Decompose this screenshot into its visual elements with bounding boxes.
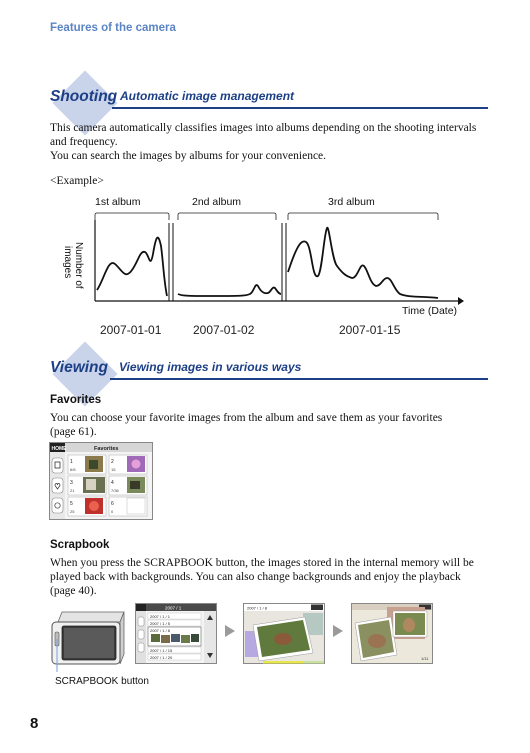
album-curve-2 [178, 285, 281, 296]
viewing-tag: Viewing [50, 359, 108, 376]
scrapbook-page-date: 2007 / 1 / 8 [247, 605, 268, 611]
favorites-line1: You can choose your favorite images from the album and save them as your favorites [50, 412, 443, 424]
favorites-heading: Favorites [50, 394, 102, 406]
scrapbook-date-list-screen [135, 603, 217, 664]
fav-slot-5-num: 5 [70, 501, 73, 507]
page-header: Features of the camera [50, 22, 176, 34]
favorites-screen-title: Favorites [94, 446, 119, 452]
shooting-para2: You can search the images by albums for your convenience. [50, 150, 327, 162]
page-number: 8 [30, 715, 39, 732]
camera-screen-glass [64, 628, 114, 658]
scrapbook-photo-animal [274, 633, 292, 645]
date-row-3-label: 2007 / 1 / 8 [150, 627, 171, 633]
album-label-2: 2nd album [192, 196, 242, 208]
fav-slot-4-count: 7/36 [111, 488, 119, 493]
favorites-screen [49, 442, 153, 520]
fav-slot-5-thumb-flower [89, 501, 99, 511]
album-curve-3 [288, 228, 438, 298]
album-label-1: 1st album [95, 196, 141, 208]
date-row-3-thumb-2 [161, 635, 170, 643]
album-curve-1 [97, 238, 167, 296]
date-list-side-button-3[interactable] [138, 643, 144, 652]
fav-slot-6-num: 6 [111, 501, 114, 507]
fav-slot-2-thumb-flower [132, 460, 141, 469]
fav-slot-2-num: 2 [111, 459, 114, 465]
album-bracket-3 [288, 213, 438, 220]
sidebar-rotate-button[interactable] [52, 498, 63, 513]
scrapbook-line1: When you press the SCRAPBOOK button, the images stored in the internal memory will be [50, 557, 474, 569]
shooting-para1-line2: and frequency. [50, 136, 118, 148]
date-2: 2007-01-02 [193, 323, 255, 337]
scrapbook-page-yellow-strip [263, 661, 303, 664]
sidebar-heart-button[interactable] [52, 478, 63, 493]
date-row-1-label: 2007 / 1 / 1 [150, 613, 171, 619]
arrow-right-icon-1 [222, 623, 238, 639]
camera-side [120, 612, 124, 664]
fav-slot-4-num: 4 [111, 480, 114, 486]
shooting-rule [112, 107, 488, 109]
date-row-3-thumb-3 [171, 634, 180, 642]
scrapbook-page-green-strip [303, 661, 324, 664]
fav-slot-3-thumb-detail [86, 479, 96, 490]
date-row-3-thumb-5 [191, 634, 199, 642]
scrapbook-heading: Scrapbook [50, 539, 110, 551]
date-list-side-button-1[interactable] [138, 617, 144, 626]
fav-slot-1-num: 1 [70, 459, 73, 465]
scrapbook-page-badge [311, 605, 323, 611]
album-diagram [50, 190, 480, 340]
fav-slot-3-count: 21 [70, 488, 75, 493]
favorites-paragraph [50, 411, 500, 439]
fav-slot-5-count: 25 [70, 509, 75, 514]
shooting-tag: Shooting [50, 88, 118, 105]
fav-slot-6-count: 0 [111, 509, 114, 514]
date-list-home-tab [136, 604, 146, 611]
date-row-5-label: 2007 / 1 / 20 [150, 654, 173, 660]
camera-illustration [48, 608, 128, 680]
date-3: 2007-01-15 [339, 323, 401, 337]
date-list-side-button-2[interactable] [138, 630, 144, 639]
favorites-line2: (page 61). [50, 426, 97, 438]
shooting-paragraph [50, 121, 500, 163]
date-row-3-thumb-4 [181, 635, 190, 643]
album-bracket-1 [95, 213, 169, 220]
fav-slot-3-num: 3 [70, 480, 73, 486]
fav-slot-4-thumb-detail [130, 481, 140, 489]
arrow-right-icon-2 [330, 623, 346, 639]
scrapbook-paragraph [50, 556, 500, 598]
viewing-rule [110, 378, 488, 380]
y-axis-label-line1: Number of [73, 242, 84, 289]
x-axis-arrow [458, 297, 464, 305]
scrapbook-line2: played back with backgrounds. You can also change backgrounds and enjoy the playback [50, 571, 461, 583]
camera-top [58, 612, 124, 622]
playback-photo-right-animal [403, 618, 415, 632]
fav-slot-2-count: 15 [111, 467, 116, 472]
scrapbook-playback-screen [351, 603, 433, 664]
sidebar-book-button[interactable] [52, 458, 63, 473]
shooting-para1-line1: This camera automatically classifies images into albums depending on the shooting intervals [50, 122, 477, 134]
date-row-4-label: 2007 / 1 / 15 [150, 647, 173, 653]
date-1: 2007-01-01 [100, 323, 162, 337]
date-row-2-label: 2007 / 1 / 5 [150, 620, 171, 626]
playback-counter: 1/11 [421, 656, 429, 661]
viewing-subtitle: Viewing images in various ways [119, 360, 302, 374]
fav-slot-1-count: 6/6 [70, 467, 76, 472]
scrapbook-button-caption: SCRAPBOOK button [55, 676, 149, 687]
example-label: <Example> [50, 175, 104, 187]
shooting-subtitle: Automatic image management [120, 89, 295, 103]
y-axis-label-line2: images [62, 246, 73, 279]
scrapbook-page-screen [243, 603, 325, 664]
fav-slot-6-thumb-empty [127, 498, 145, 514]
album-bracket-2 [178, 213, 276, 220]
home-label: HOME [51, 446, 67, 452]
scrapbook-line3: (page 40). [50, 585, 97, 597]
x-axis-label: Time (Date) [402, 305, 458, 317]
date-list-title: 2007 / 1 [165, 605, 182, 611]
date-row-3-thumb-1 [151, 634, 160, 642]
fav-slot-1-thumb-detail [89, 460, 98, 469]
playback-photo-left-animal [368, 634, 386, 648]
album-label-3: 3rd album [328, 196, 375, 208]
